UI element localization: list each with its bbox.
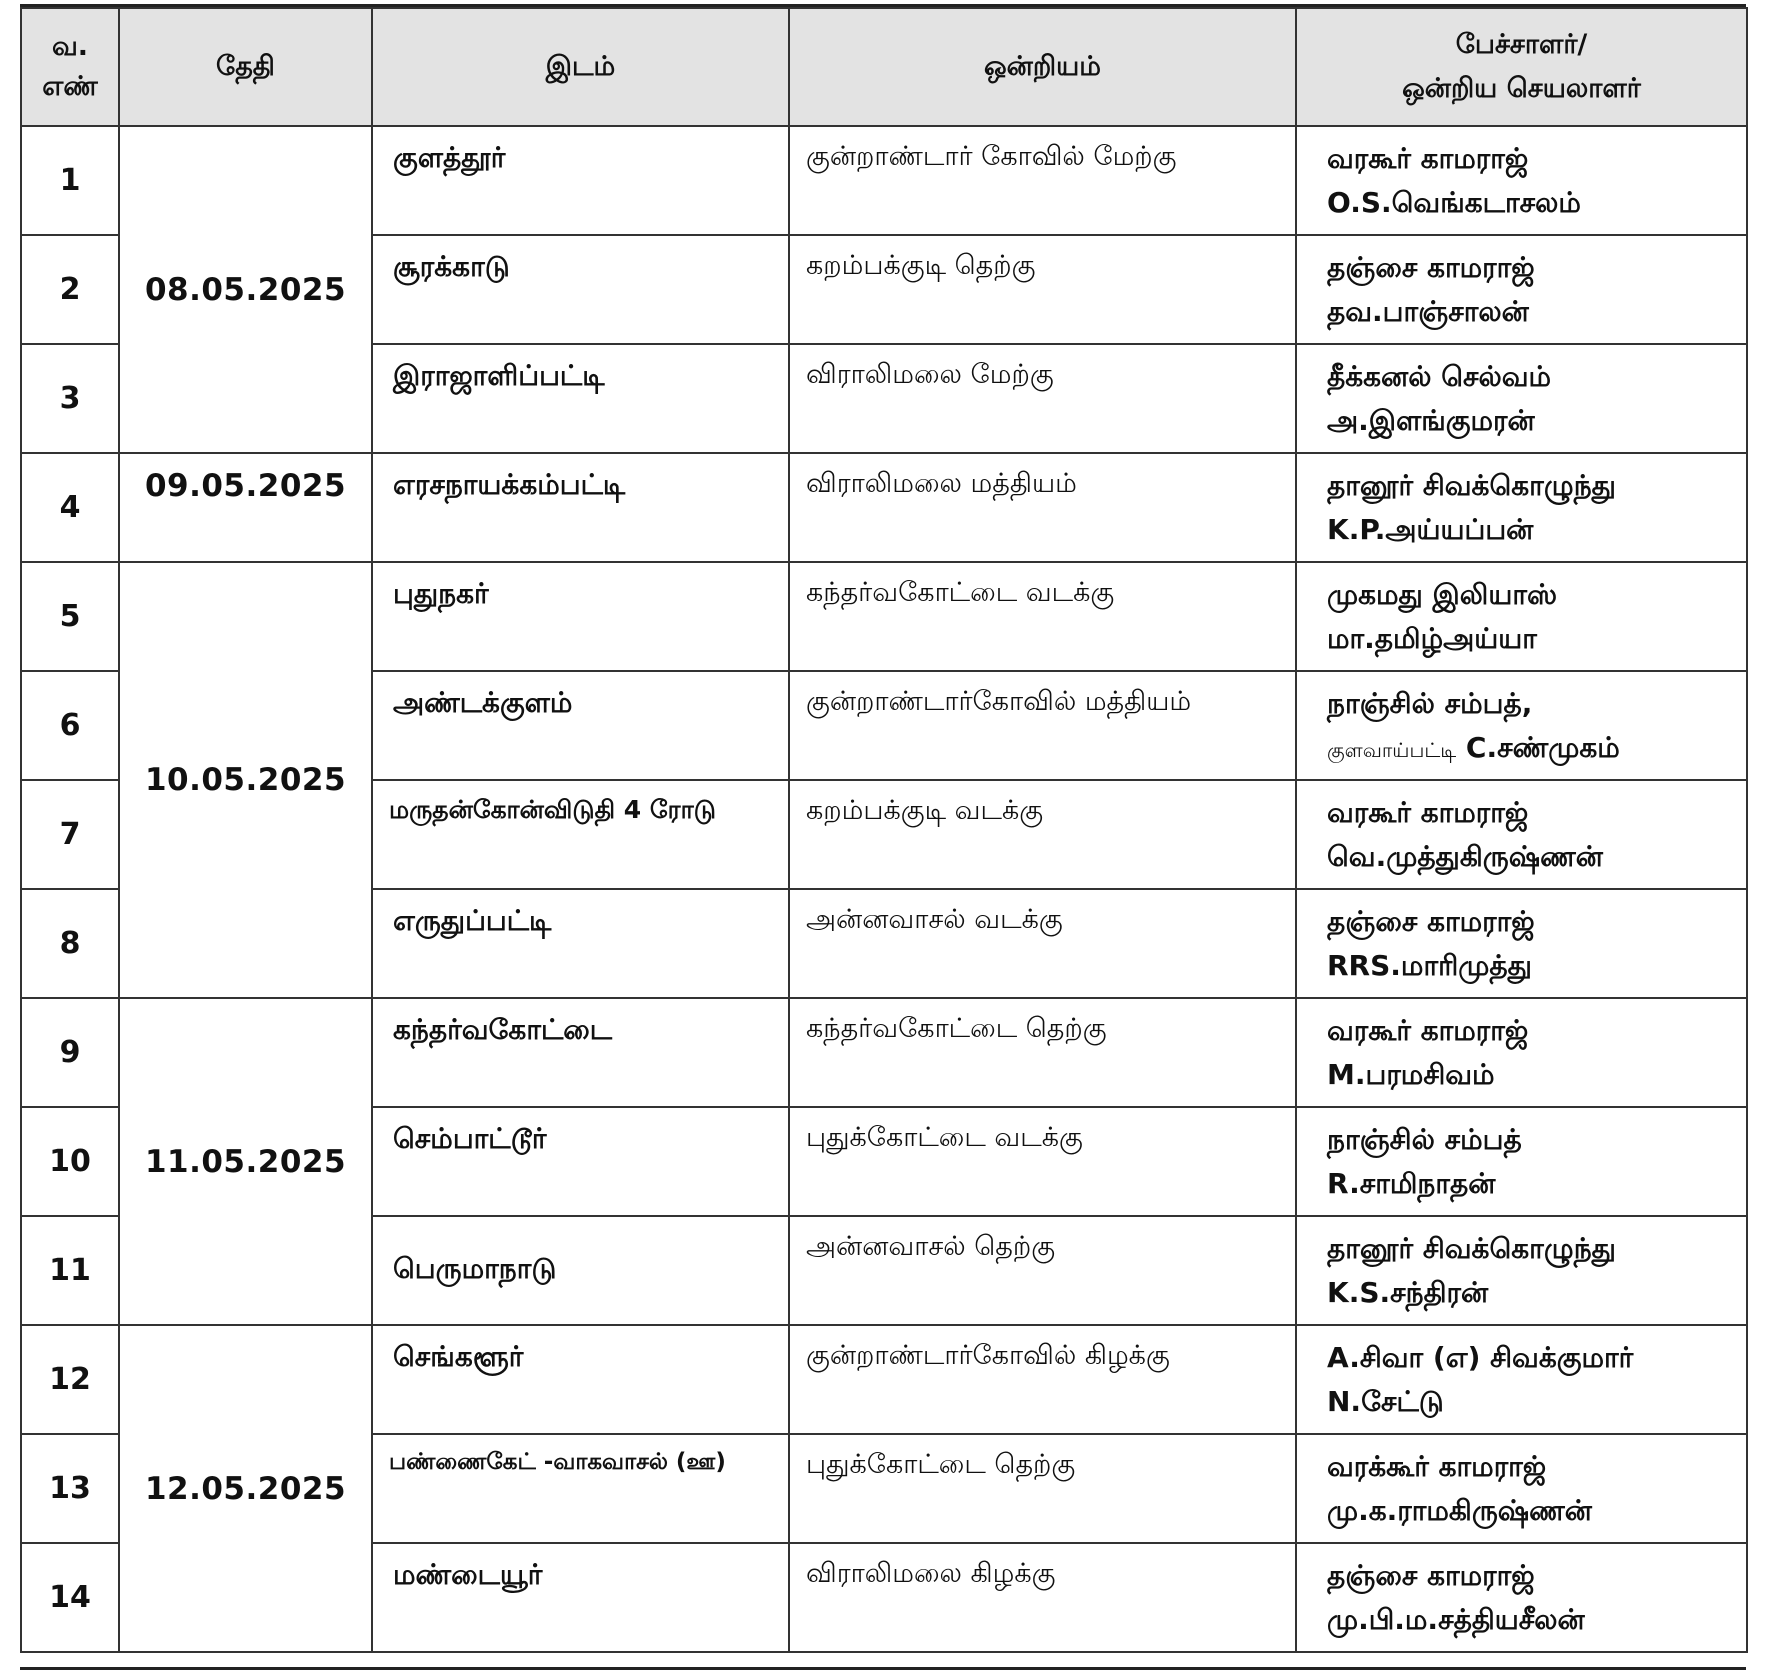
row-place: மண்டையூர் — [372, 1543, 789, 1652]
header-speaker: பேச்சாளர்/ ஒன்றிய செயலாளர் — [1296, 8, 1747, 126]
row-sno: 6 — [21, 671, 119, 780]
row-sno: 13 — [21, 1434, 119, 1543]
row-place: எரசநாயக்கம்பட்டி — [372, 453, 789, 562]
row-sno: 9 — [21, 998, 119, 1107]
secretary-name: அ.இளங்குமரன் — [1327, 404, 1535, 437]
row-speaker-cell — [1296, 1325, 1747, 1434]
row-union: அன்னவாசல் வடக்கு — [789, 889, 1296, 998]
row-sno: 1 — [21, 126, 119, 235]
speaker-name: முகமது இலியாஸ் — [1327, 578, 1558, 611]
row-place: எருதுப்பட்டி — [372, 889, 789, 998]
row-union: கறம்பக்குடி தெற்கு — [789, 235, 1296, 344]
row-date: 12.05.2025 — [119, 1325, 372, 1652]
row-place: செங்களூர் — [372, 1325, 789, 1434]
secretary-name: வெ.முத்துகிருஷ்ணன் — [1327, 840, 1603, 873]
row-speaker-cell — [1296, 344, 1747, 453]
row-sno: 7 — [21, 780, 119, 889]
speaker-name: தானூர் சிவக்கொழுந்து — [1327, 1232, 1616, 1265]
row-union: கறம்பக்குடி வடக்கு — [789, 780, 1296, 889]
row-speaker-cell — [1296, 453, 1747, 562]
secretary-name: K.S.சந்திரன் — [1327, 1276, 1489, 1309]
row-union: விராலிமலை கிழக்கு — [789, 1543, 1296, 1652]
row-union: குன்றாண்டார் கோவில் மேற்கு — [789, 126, 1296, 235]
row-speaker-cell — [1296, 562, 1747, 671]
secretary-name: O.S.வெங்கடாசலம் — [1327, 186, 1581, 219]
row-sno: 3 — [21, 344, 119, 453]
row-union: குன்றாண்டார்கோவில் கிழக்கு — [789, 1325, 1296, 1434]
speaker-name: தஞ்சை காமராஜ் — [1327, 905, 1535, 938]
speaker-name: வரகூர் காமராஜ் — [1327, 1014, 1529, 1047]
secretary-name: K.P.அய்யப்பன் — [1327, 513, 1534, 546]
schedule-sheet — [20, 4, 1746, 1670]
speaker-name: தீக்கனல் செல்வம் — [1327, 360, 1552, 393]
row-sno: 4 — [21, 453, 119, 562]
row-speaker-cell — [1296, 780, 1747, 889]
header-sno: வ. எண் — [21, 8, 119, 126]
secretary-name: R.சாமிநாதன் — [1327, 1167, 1496, 1200]
row-place: இராஜாளிப்பட்டி — [372, 344, 789, 453]
row-speaker-cell — [1296, 998, 1747, 1107]
row-place: அண்டக்குளம் — [372, 671, 789, 780]
row-union: குன்றாண்டார்கோவில் மத்தியம் — [789, 671, 1296, 780]
row-speaker-cell — [1296, 1434, 1747, 1543]
row-place: பெருமாநாடு — [372, 1216, 789, 1325]
secretary-name: RRS.மாரிமுத்து — [1327, 949, 1532, 982]
row-place: குளத்தூர் — [372, 126, 789, 235]
header-date: தேதி — [119, 8, 372, 126]
row-sno: 10 — [21, 1107, 119, 1216]
secretary-prefix: குளவாய்பட்டி — [1327, 738, 1457, 762]
row-sno: 5 — [21, 562, 119, 671]
row-union: புதுக்கோட்டை தெற்கு — [789, 1434, 1296, 1543]
row-union: புதுக்கோட்டை வடக்கு — [789, 1107, 1296, 1216]
row-date: 09.05.2025 — [119, 453, 372, 562]
secretary-name: மு.பி.ம.சத்தியசீலன் — [1327, 1603, 1585, 1636]
row-speaker-cell — [1296, 1543, 1747, 1652]
speaker-name: வரகூர் காமராஜ் — [1327, 142, 1529, 175]
secretary-name: தவ.பாஞ்சாலன் — [1327, 295, 1529, 328]
row-union: அன்னவாசல் தெற்கு — [789, 1216, 1296, 1325]
row-sno: 12 — [21, 1325, 119, 1434]
row-place: பண்ணைகேட் -வாகவாசல் (ஊ) — [372, 1434, 789, 1543]
secretary-name: N.சேட்டு — [1327, 1385, 1444, 1418]
header-union: ஒன்றியம் — [789, 8, 1296, 126]
table-row — [21, 562, 1747, 671]
row-place: கந்தர்வகோட்டை — [372, 998, 789, 1107]
speaker-name: நாஞ்சில் சம்பத், — [1327, 687, 1533, 720]
row-union: கந்தர்வகோட்டை வடக்கு — [789, 562, 1296, 671]
table-row — [21, 126, 1747, 235]
row-date: 11.05.2025 — [119, 998, 372, 1325]
row-speaker-cell — [1296, 889, 1747, 998]
secretary-name: மா.தமிழ்அய்யா — [1327, 622, 1537, 655]
row-sno: 14 — [21, 1543, 119, 1652]
row-date: 08.05.2025 — [119, 126, 372, 453]
row-place: புதுநகர் — [372, 562, 789, 671]
row-speaker-cell — [1296, 126, 1747, 235]
speaker-name: A.சிவா (எ) சிவக்குமார் — [1327, 1341, 1634, 1374]
row-speaker-cell — [1296, 671, 1747, 780]
row-sno: 11 — [21, 1216, 119, 1325]
row-sno: 2 — [21, 235, 119, 344]
schedule-table — [20, 7, 1748, 1653]
secretary-name: மு.க.ராமகிருஷ்ணன் — [1327, 1494, 1592, 1527]
table-row — [21, 1325, 1747, 1434]
header-place: இடம் — [372, 8, 789, 126]
row-place: சூரக்காடு — [372, 235, 789, 344]
row-union: கந்தர்வகோட்டை தெற்கு — [789, 998, 1296, 1107]
row-speaker-cell — [1296, 1216, 1747, 1325]
row-union: விராலிமலை மேற்கு — [789, 344, 1296, 453]
speaker-name: வரக்கூர் காமராஜ் — [1327, 1450, 1547, 1483]
speaker-name: நாஞ்சில் சம்பத் — [1327, 1123, 1522, 1156]
row-place: மருதன்கோன்விடுதி 4 ரோடு — [372, 780, 789, 889]
row-place: செம்பாட்டூர் — [372, 1107, 789, 1216]
speaker-name: தஞ்சை காமராஜ் — [1327, 251, 1535, 284]
header-row — [21, 8, 1747, 126]
secretary-name: C.சண்முகம் — [1465, 731, 1620, 764]
row-sno: 8 — [21, 889, 119, 998]
table-row — [21, 453, 1747, 562]
row-union: விராலிமலை மத்தியம் — [789, 453, 1296, 562]
speaker-name: வரகூர் காமராஜ் — [1327, 796, 1529, 829]
secretary-name: M.பரமசிவம் — [1327, 1058, 1495, 1091]
row-speaker-cell — [1296, 235, 1747, 344]
speaker-name: தானூர் சிவக்கொழுந்து — [1327, 469, 1616, 502]
speaker-name: தஞ்சை காமராஜ் — [1327, 1559, 1535, 1592]
row-speaker-cell — [1296, 1107, 1747, 1216]
table-row — [21, 998, 1747, 1107]
secretary-line — [1327, 726, 1746, 772]
row-date: 10.05.2025 — [119, 562, 372, 998]
